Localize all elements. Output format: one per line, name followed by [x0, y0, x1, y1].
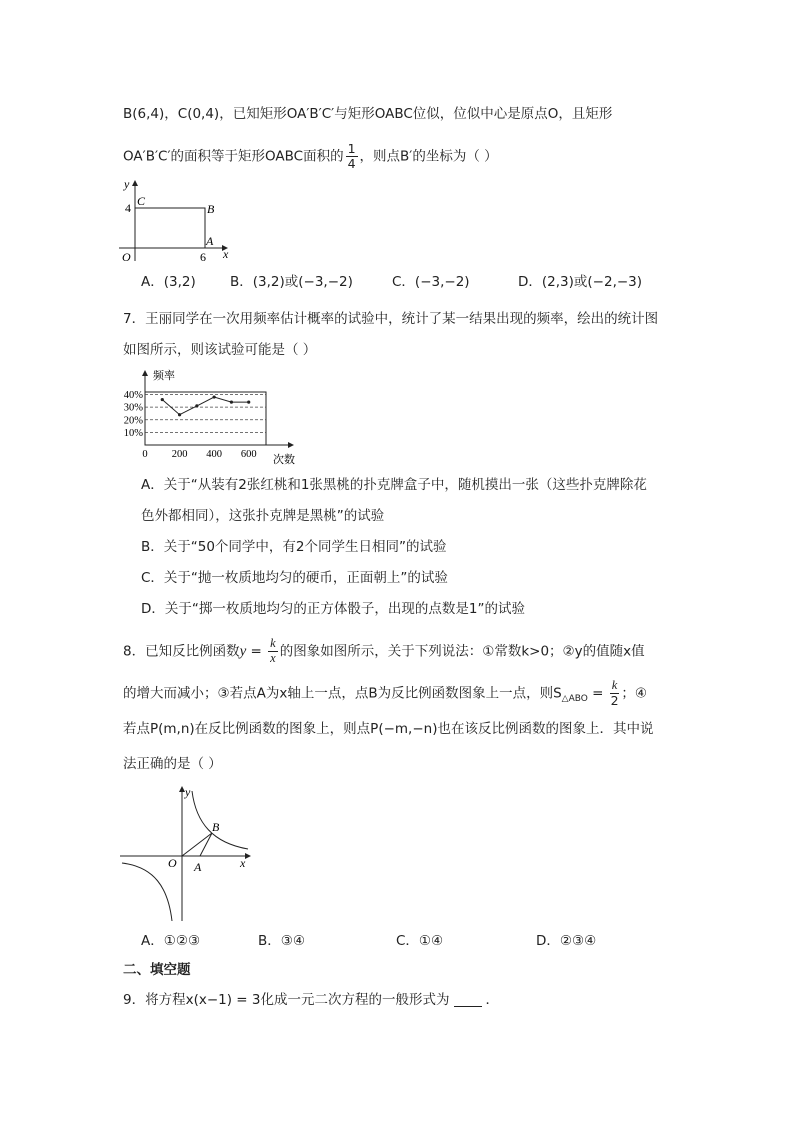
label-y: y — [124, 177, 130, 191]
tick-6: 6 — [200, 250, 206, 263]
label-y: y — [185, 785, 191, 799]
q7-option-c: C．关于“抛一枚质地均匀的硬币，正面朝上”的试验 — [141, 570, 448, 586]
q8-hyperbola-figure — [118, 783, 258, 923]
series-line — [162, 397, 248, 415]
q6-line1: B(6,4)，C(0,4)，已知矩形OA′B′C′与矩形OABC位似，位似中心是原点O，且矩形 — [123, 106, 613, 122]
q6-line2-post: ，则点B′的坐标为（ ） — [359, 148, 498, 165]
label-a: A — [206, 234, 214, 248]
y-tick-label: 30% — [123, 402, 143, 414]
data-point — [247, 400, 250, 403]
x-tick-label: 200 — [171, 449, 188, 460]
label-a: A — [194, 860, 202, 874]
hyperbola-branch-q1 — [192, 791, 248, 849]
q7-option-b: B．关于“50个同学中，有2个同学生日相同”的试验 — [141, 539, 447, 555]
q9-answer-blank[interactable] — [454, 1006, 482, 1007]
label-x: x — [223, 247, 229, 261]
segment-ab — [200, 833, 212, 856]
section-title-fill-blank: 二、填空题 — [123, 962, 191, 978]
label-b: B — [207, 202, 215, 216]
q6-fraction: $\frac{1}{4}$ — [347, 141, 356, 171]
q8-k-over-x: $\frac{k}{x}$ — [270, 636, 276, 665]
label-b: B — [212, 820, 220, 834]
q6-line2-pre: OA′B′C′的面积等于矩形OABC面积的 — [123, 148, 344, 165]
chart-xlabel: 次数 — [273, 454, 295, 466]
q7-option-a-line1: A．关于“从装有2张红桃和1张黑桃的扑克牌盒子中，随机摸出一张（这些扑克牌除花 — [141, 477, 647, 493]
q8-option-d: D．②③④ — [536, 933, 597, 949]
x-tick-label: 600 — [240, 449, 257, 460]
q6-option-a: A．(3,2) — [141, 274, 196, 290]
data-point — [230, 400, 233, 403]
q6-option-d: D．(2,3)或(−2,−3) — [518, 274, 643, 290]
q7-line1: 7．王丽同学在一次用频率估计概率的试验中，统计了某一结果出现的频率，绘出的统计图 — [123, 311, 659, 327]
data-point — [178, 413, 181, 416]
q9-line: 9．将方程x(x−1) = 3化成一元二次方程的一般形式为 ． — [123, 992, 499, 1008]
frequency-line-chart — [115, 365, 305, 467]
q6-rectangle-figure — [115, 175, 235, 263]
q7-option-d: D．关于“掷一枚质地均匀的正方体骰子，出现的点数是1”的试验 — [141, 601, 525, 617]
q8-option-a: A．①②③ — [141, 933, 201, 949]
label-o: O — [122, 250, 131, 263]
y-tick-label: 20% — [123, 415, 143, 427]
x-tick-label: 0 — [142, 449, 148, 460]
q6-option-b: B．(3,2)或(−3,−2) — [230, 274, 353, 290]
data-point — [195, 404, 198, 407]
q8-option-b: B．③④ — [258, 933, 305, 949]
q8-k-over-2: $\frac{k}{2}$ — [610, 678, 619, 708]
chart-ylabel: 频率 — [153, 370, 175, 382]
q8-option-c: C．①④ — [396, 933, 444, 949]
q7-line2: 如图所示，则该试验可能是（ ） — [123, 342, 317, 358]
label-x: x — [240, 856, 246, 870]
q8-line2: 的增大而减小；③若点A为x轴上一点，点B为反比例函数图象上一点，则$S_{\triangle ABO}$ = $\frac{k}{2}$ ；④ — [123, 678, 647, 708]
data-point — [161, 398, 164, 401]
q8-line1: 8．已知反比例函数y = $\frac{k}{x}$ 的图象如图所示，关于下列说法：①常数k>0；②y的值随x值 — [123, 636, 645, 665]
y-tick-label: 10% — [123, 427, 143, 439]
segment-ob — [182, 833, 212, 856]
q8-line4: 法正确的是（ ） — [123, 756, 222, 772]
y-tick-label: 40% — [123, 390, 143, 402]
x-tick-label: 400 — [206, 449, 223, 460]
data-point — [213, 395, 216, 398]
q7-option-a-line2: 色外都相同），这张扑克牌是黑桃”的试验 — [141, 508, 385, 524]
q6-line2 — [123, 142, 498, 171]
label-o: O — [168, 856, 177, 870]
tick-4: 4 — [125, 201, 131, 215]
label-c: C — [137, 194, 146, 208]
q6-option-c: C．(−3,−2) — [392, 274, 470, 290]
rectangle-oabc — [135, 208, 205, 248]
hyperbola-branch-q3 — [122, 863, 172, 921]
q8-line3: 若点P(m,n)在反比例函数的图象上，则点P(−m,−n)也在该反比例函数的图象上．其中说 — [123, 721, 654, 737]
